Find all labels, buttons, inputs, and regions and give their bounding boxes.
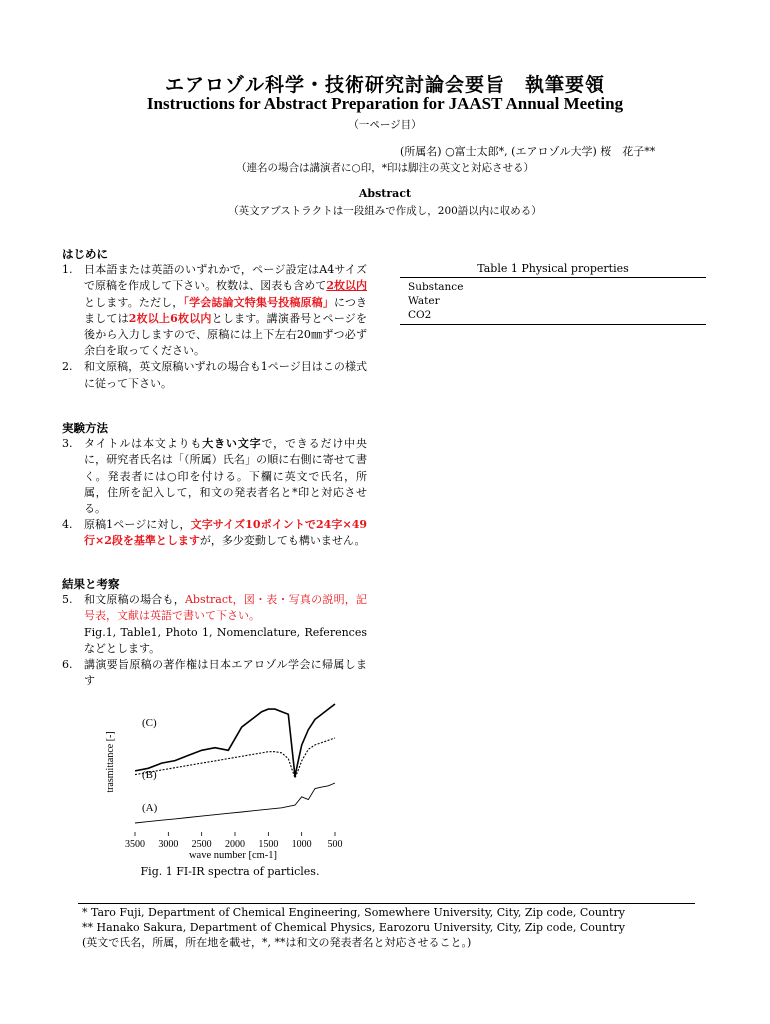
- list-item-1: [62, 262, 367, 359]
- title-english: Instructions for Abstract Preparation for JAAST Annual Meeting: [146, 94, 624, 113]
- item-text: Fig.1, Table1, Photo 1, Nomenclature, References などとします。: [84, 625, 367, 655]
- section-heading-method: 実験方法: [62, 421, 108, 435]
- item-text: で，できるだけ中央に，研究者氏名は「（所属）氏名」の順に右側に寄せて書く。発表者には○印を付ける。下欄に英文で氏名，所属，住所を記入して，和文の発表者名と*印と対応させる。: [84, 437, 368, 516]
- table-caption: Table 1 Physical properties: [477, 262, 629, 275]
- series-label: (A): [142, 802, 158, 814]
- table: [400, 277, 706, 325]
- item-number: 3.: [62, 437, 73, 451]
- section-heading-intro: はじめに: [62, 247, 108, 261]
- item-text: 原稿1ページに対し，: [84, 518, 191, 532]
- series-label: (B): [142, 769, 157, 781]
- list-item-6: [62, 657, 367, 689]
- table-row: [400, 278, 706, 295]
- footnote-divider: [78, 903, 695, 904]
- item-number: 1.: [62, 263, 73, 277]
- authors-line: (所属名) ○富士太郎*, (エアロゾル大学) 桜 花子**: [400, 145, 656, 158]
- title-japanese: エアロゾル科学・技術研究討論会要旨 執筆要領: [164, 74, 605, 96]
- item-number: 5.: [62, 593, 73, 607]
- item-text: が，多少変動しても構いません。: [199, 534, 366, 548]
- list-item-5: [62, 592, 367, 657]
- section-heading-results: 結果と考察: [62, 577, 120, 591]
- list-item-4: [62, 517, 367, 549]
- item-number: 2.: [62, 360, 73, 374]
- figure-caption: Fig. 1 FI-IR spectra of particles.: [140, 865, 320, 878]
- table-cell: Water: [408, 295, 440, 307]
- physical-properties-table: [400, 262, 706, 325]
- highlight-special-issue: 「学会誌論文特集号投稿原稿」: [183, 295, 334, 309]
- footnote-2: ** Hanako Sakura, Department of Chemical Physics, Earozoru University, City, Zip code, Country: [82, 921, 625, 934]
- series-line: [135, 738, 335, 778]
- footnote-1: * Taro Fuji, Department of Chemical Engineering, Somewhere University, City, Zip code, Country: [82, 906, 625, 919]
- item-text: とします。ただし，: [84, 295, 184, 309]
- item-text: とします。講演番号とページを後から入力しますので、原稿には上下左右20㎜ずつ必ず余白を取ってください。: [84, 311, 367, 358]
- x-axis-label: wave number [cm-1]: [188, 850, 278, 861]
- y-axis-label: trasmittance [-]: [105, 731, 116, 793]
- item-text: につきましては: [84, 295, 368, 325]
- abstract-heading: Abstract: [358, 187, 412, 200]
- section-method: [62, 420, 367, 550]
- table-cell: Substance: [400, 278, 706, 295]
- x-tick-label: 1000: [291, 839, 312, 850]
- list-item-3: [62, 436, 367, 517]
- item-number: 4.: [62, 518, 73, 532]
- authors-note: （連名の場合は講演者に○印，*印は脚注の英文と対応させる）: [236, 162, 534, 174]
- table-cell: CO2: [400, 308, 706, 325]
- series-line: [135, 783, 335, 823]
- page-note: （一ページ目）: [348, 119, 422, 131]
- abstract-note: （英文アブストラクトは一段組みで作成し，200語以内に収める）: [228, 205, 542, 217]
- x-tick-label: 2000: [225, 839, 245, 850]
- x-tick-label: 1500: [258, 839, 279, 850]
- x-axis-ticks: [125, 832, 343, 850]
- plot-area: [135, 704, 335, 823]
- x-tick-label: 3500: [125, 839, 145, 850]
- item-text: 講演要旨原稿の著作権は日本エアロゾル学会に帰属します: [84, 658, 367, 688]
- highlight-large-text: 大きい文字: [202, 437, 262, 451]
- list-item-2: [62, 359, 367, 391]
- series-label: (C): [142, 717, 157, 729]
- section-intro: [62, 246, 367, 392]
- footnotes: [82, 905, 625, 950]
- x-tick-label: 3000: [158, 839, 179, 850]
- section-results: [62, 576, 367, 689]
- item-text: 日本語または英語のいずれかで，ページ設定はA4サイズで原稿を作成して下さい。枚数は、図表も含めて: [84, 263, 367, 293]
- highlight-english: Abstract，図・表・写真の説明，記号表，文献は英語で書いて下さい。: [84, 593, 367, 623]
- x-tick-label: 500: [327, 839, 343, 850]
- item-text: 和文原稿，英文原稿いずれの場合も1ページ目はこの様式に従って下さい。: [84, 360, 367, 390]
- series-line: [135, 704, 335, 776]
- item-text: タイトルは本文よりも: [84, 437, 203, 451]
- highlight-page-limit: 2枚以内: [326, 279, 368, 293]
- ftir-spectra-chart: [95, 698, 375, 863]
- footnote-3: (英文で氏名，所属，所在地を載せ，*, **は和文の発表者名と対応させること。): [82, 936, 472, 949]
- table-row: [400, 294, 706, 308]
- highlight-page-range: 2枚以上6枚以内: [128, 311, 212, 325]
- highlight-font-size: 文字サイズ10ポイントで24字×49行×2段を基準とします: [84, 518, 368, 548]
- table-row: [400, 308, 706, 325]
- x-tick-label: 2500: [191, 839, 212, 850]
- item-number: 6.: [62, 658, 73, 672]
- item-text: 和文原稿の場合も，: [84, 593, 185, 607]
